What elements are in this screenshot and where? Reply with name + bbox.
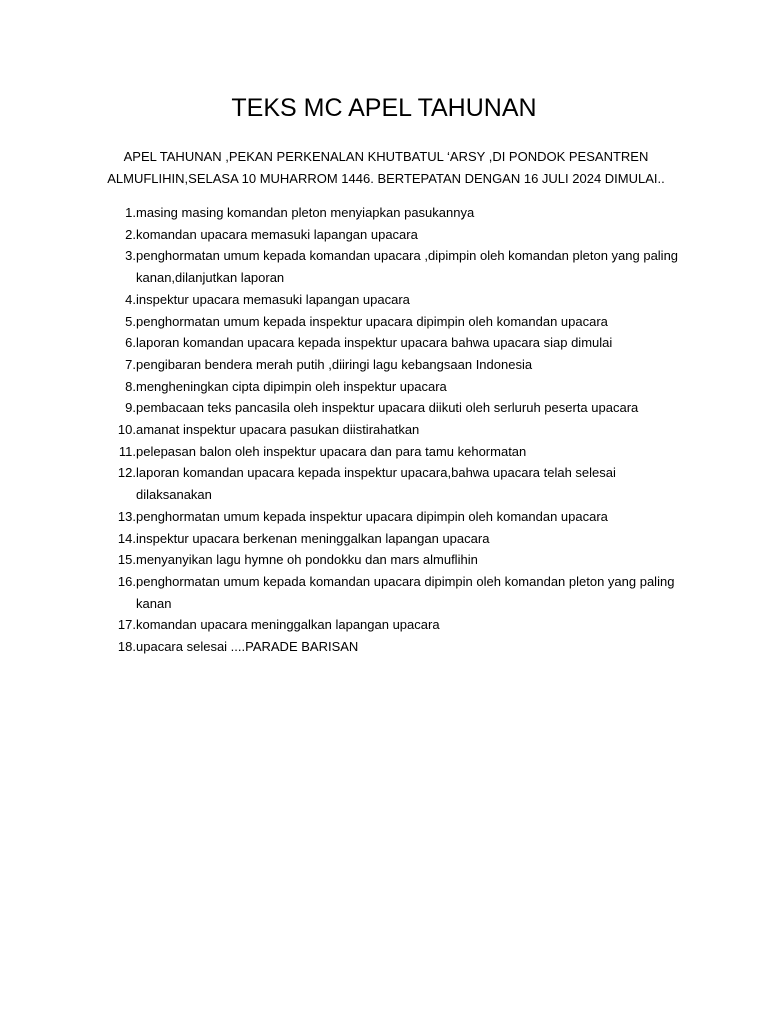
list-item-number-text: 12. xyxy=(117,465,136,481)
list-item-number xyxy=(100,311,136,333)
list-item-number xyxy=(100,614,136,636)
list-item-number-text: 5. xyxy=(125,313,136,329)
list-item xyxy=(100,245,680,288)
intro-line-2: ALMUFLIHIN,SELASA 10 MUHARROM 1446. BERTEPATAN DENGAN 16 JULI 2024 DIMULAI.. xyxy=(107,171,665,186)
list-item-text: mengheningkan cipta dipimpin oleh inspektur upacara xyxy=(136,378,447,394)
list-item-number-text: 2. xyxy=(125,226,136,242)
list-item-text: penghormatan umum kepada komandan upacara dipimpin oleh komandan pleton yang paling kanan xyxy=(136,573,675,611)
list-item-number xyxy=(100,376,136,398)
list-item xyxy=(100,549,680,571)
list-item-number-text: 15. xyxy=(117,552,136,568)
list-item-number xyxy=(100,224,136,246)
list-item xyxy=(100,376,680,398)
list-item-text: masing masing komandan pleton menyiapkan pasukannya xyxy=(136,205,475,220)
list-item-text: penghormatan umum kepada inspektur upacara dipimpin oleh komandan upacara xyxy=(136,508,608,524)
list-item xyxy=(100,289,680,311)
list-item-number-text: 10. xyxy=(117,422,136,438)
list-item-number-text: 6. xyxy=(125,335,136,351)
list-item xyxy=(100,202,680,224)
list-item-number-text: 16. xyxy=(117,573,136,589)
list-item-number xyxy=(100,528,136,550)
list-item-number-text: 13. xyxy=(117,508,136,524)
list-item xyxy=(100,397,680,419)
intro-paragraph xyxy=(96,146,676,190)
list-item xyxy=(100,528,680,550)
list-item-number xyxy=(100,332,136,354)
list-item-number xyxy=(100,397,136,419)
list-item xyxy=(100,332,680,354)
list-item-text: penghormatan umum kepada komandan upacara ,dipimpin oleh komandan pleton yang paling kanan,dilanjutkan laporan xyxy=(136,248,679,286)
list-item-number-text: 8. xyxy=(125,378,136,394)
list-item-number xyxy=(100,571,136,593)
list-item xyxy=(100,419,680,441)
list-item-number xyxy=(100,441,136,463)
list-item-number xyxy=(100,506,136,528)
list-item-number xyxy=(100,419,136,441)
list-item-text: penghormatan umum kepada inspektur upacara dipimpin oleh komandan upacara xyxy=(136,313,608,329)
list-item-text: upacara selesai ....PARADE BARISAN xyxy=(136,639,359,655)
list-item xyxy=(100,462,680,505)
list-item-text: pengibaran bendera merah putih ,diiringi lagu kebangsaan Indonesia xyxy=(136,356,533,372)
list-item-number-text: 11. xyxy=(118,443,136,459)
list-item xyxy=(100,311,680,333)
list-item xyxy=(100,441,680,463)
page-title: TEKS MC APEL TAHUNAN xyxy=(231,94,537,122)
list-item-number xyxy=(100,245,136,267)
list-item-text: laporan komandan upacara kepada inspektur upacara bahwa upacara siap dimulai xyxy=(136,335,613,351)
intro-line-1: APEL TAHUNAN ,PEKAN PERKENALAN KHUTBATUL ‘ARSY ,DI PONDOK PESANTREN xyxy=(123,149,649,164)
list-item-text: menyanyikan lagu hymne oh pondokku dan mars almuflihin xyxy=(136,552,478,568)
list-item-number-text: 9. xyxy=(125,400,136,416)
list-item-text: amanat inspektur upacara pasukan diistirahatkan xyxy=(136,422,420,438)
list-item-text: pembacaan teks pancasila oleh inspektur upacara diikuti oleh serluruh peserta upacara xyxy=(136,400,639,416)
list-item-number xyxy=(100,462,136,484)
list-item xyxy=(100,506,680,528)
list-item-text: inspektur upacara berkenan meninggalkan lapangan upacara xyxy=(136,530,490,546)
list-item-number xyxy=(100,549,136,571)
list-item-number-text: 1. xyxy=(125,205,136,220)
list-item-number-text: 4. xyxy=(125,291,136,307)
list-item-number-text: 14. xyxy=(117,530,136,546)
list-item-text: pelepasan balon oleh inspektur upacara dan para tamu kehormatan xyxy=(136,443,527,459)
list-item-text: komandan upacara meninggalkan lapangan upacara xyxy=(136,617,440,633)
list-item xyxy=(100,636,680,658)
list-item-text: komandan upacara memasuki lapangan upacara xyxy=(136,226,418,242)
list-item-number-text: 7. xyxy=(125,356,136,372)
list-item xyxy=(100,614,680,636)
list-item-number-text: 3. xyxy=(125,248,136,264)
list-item-number xyxy=(100,636,136,658)
list-item-number xyxy=(100,354,136,376)
list-item-number-text: 17. xyxy=(117,617,136,633)
ceremony-steps-list xyxy=(100,202,680,658)
list-item xyxy=(100,354,680,376)
list-item-number xyxy=(100,289,136,311)
list-item-text: laporan komandan upacara kepada inspektur upacara,bahwa upacara telah selesai dilaksanakan xyxy=(136,465,616,503)
list-item xyxy=(100,224,680,246)
list-item xyxy=(100,571,680,614)
list-item-number-text: 18. xyxy=(117,639,136,655)
list-item-number xyxy=(100,202,136,224)
list-item-text: inspektur upacara memasuki lapangan upacara xyxy=(136,291,410,307)
